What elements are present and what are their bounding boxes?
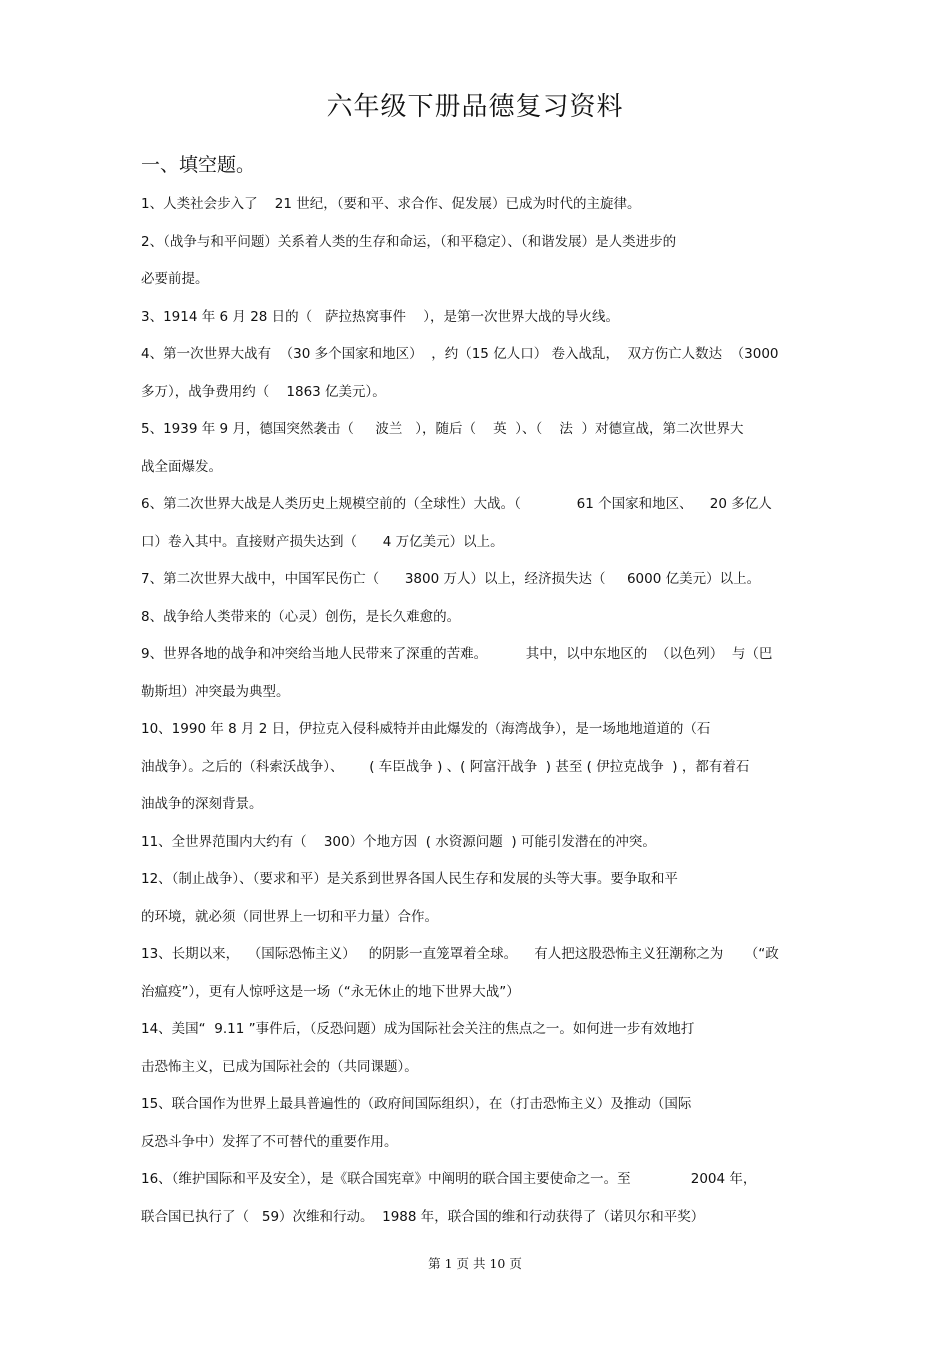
- text-line: 勒斯坦）冲突最为典型。: [141, 683, 290, 700]
- text-line: 治瘟疫”），更有人惊呼这是一场（“永无休止的地下世界大战”）: [141, 983, 520, 1000]
- text-line: 15、联合国作为世界上最具普遍性的（政府间国际组织），在（打击恐怖主义）及推动（国际: [141, 1096, 692, 1112]
- text-line: 反恐斗争中）发挥了不可替代的重要作用。: [141, 1133, 398, 1150]
- text-line: 5、1939 年 9 月，德国突然袭击（ 波兰 ），随后（ 英 ）、（ 法 ）对德宣战，第二次世界大: [141, 421, 744, 437]
- text-line: 油战争的深刻背景。: [141, 796, 263, 812]
- text-line: 7、第二次世界大战中，中国军民伤亡（ 3800 万人）以上，经济损失达（ 6000 亿美元）以上。: [141, 571, 761, 587]
- section-heading: 一、填空题。: [141, 154, 256, 176]
- text-line: 6、第二次世界大战是人类历史上规模空前的（全球性）大战。（ 61 个国家和地区、 20 多亿人: [141, 496, 772, 512]
- text-line: 10、1990 年 8 月 2 日，伊拉克入侵科威特并由此爆发的（海湾战争），是一场地地道道的（石: [141, 721, 711, 737]
- text-line: 口）卷入其中。直接财产损失达到（ 4 万亿美元）以上。: [141, 533, 504, 550]
- page-footer: 第 1 页 共 10 页: [428, 1256, 522, 1271]
- text-line: 3、1914 年 6 月 28 日的（ 萨拉热窝事件 ），是第一次世界大战的导火线。: [141, 308, 619, 325]
- text-line: 油战争）。之后的（科索沃战争）、 ( 车臣战争 ) 、( 阿富汗战争 ) 甚至 ( 伊拉克战争 ) ，都有着石: [141, 758, 750, 775]
- text-line: 多万），战争费用约（ 1863 亿美元）。: [141, 383, 386, 400]
- page-title: 六年级下册品德复习资料: [326, 92, 624, 122]
- text-line: 9、世界各地的战争和冲突给当地人民带来了深重的苦难。 其中，以中东地区的 （以色列） 与（巴: [141, 646, 773, 662]
- text-line: 1、人类社会步入了 21 世纪，（要和平、求合作、促发展）已成为时代的主旋律。: [141, 196, 641, 212]
- text-line: 8、战争给人类带来的（心灵）创伤，是长久难愈的。: [141, 608, 461, 625]
- text-line: 13、长期以来， （国际恐怖主义） 的阴影一直笼罩着全球。 有人把这股恐怖主义狂潮称之为 （“政: [141, 946, 779, 962]
- text-line: 11、全世界范围内大约有（ 300）个地方因 ( 水资源问题 ) 可能引发潜在的冲突。: [141, 833, 656, 850]
- text-line: 14、美国“ 9.11 ”事件后，（反恐问题）成为国际社会关注的焦点之一。如何进一步有效地打: [141, 1021, 695, 1037]
- text-line: 联合国已执行了（ 59）次维和行动。 1988 年，联合国的维和行动获得了（诺贝尔和平奖）: [141, 1208, 705, 1225]
- text-line: 击恐怖主义，已成为国际社会的（共同课题）。: [141, 1058, 418, 1075]
- text-line: 战全面爆发。: [141, 458, 222, 475]
- text-line: 12、（制止战争）、（要求和平）是关系到世界各国人民生存和发展的头等大事。要争取和平: [141, 871, 678, 887]
- text-line: 2、（战争与和平问题）关系着人类的生存和命运，（和平稳定）、（和谐发展）是人类进步的: [141, 233, 677, 250]
- text-line: 4、第一次世界大战有 （30 多个国家和地区） ，约（15 亿人口） 卷入战乱， 双方伤亡人数达 （3000: [141, 346, 779, 362]
- text-line: 16、（维护国际和平及安全），是《联合国宪章》中阐明的联合国主要使命之一。至 2004 年，: [141, 1171, 757, 1187]
- text-line: 必要前提。: [141, 271, 209, 287]
- text-line: 的环境，就必须（同世界上一切和平力量）合作。: [141, 908, 438, 925]
